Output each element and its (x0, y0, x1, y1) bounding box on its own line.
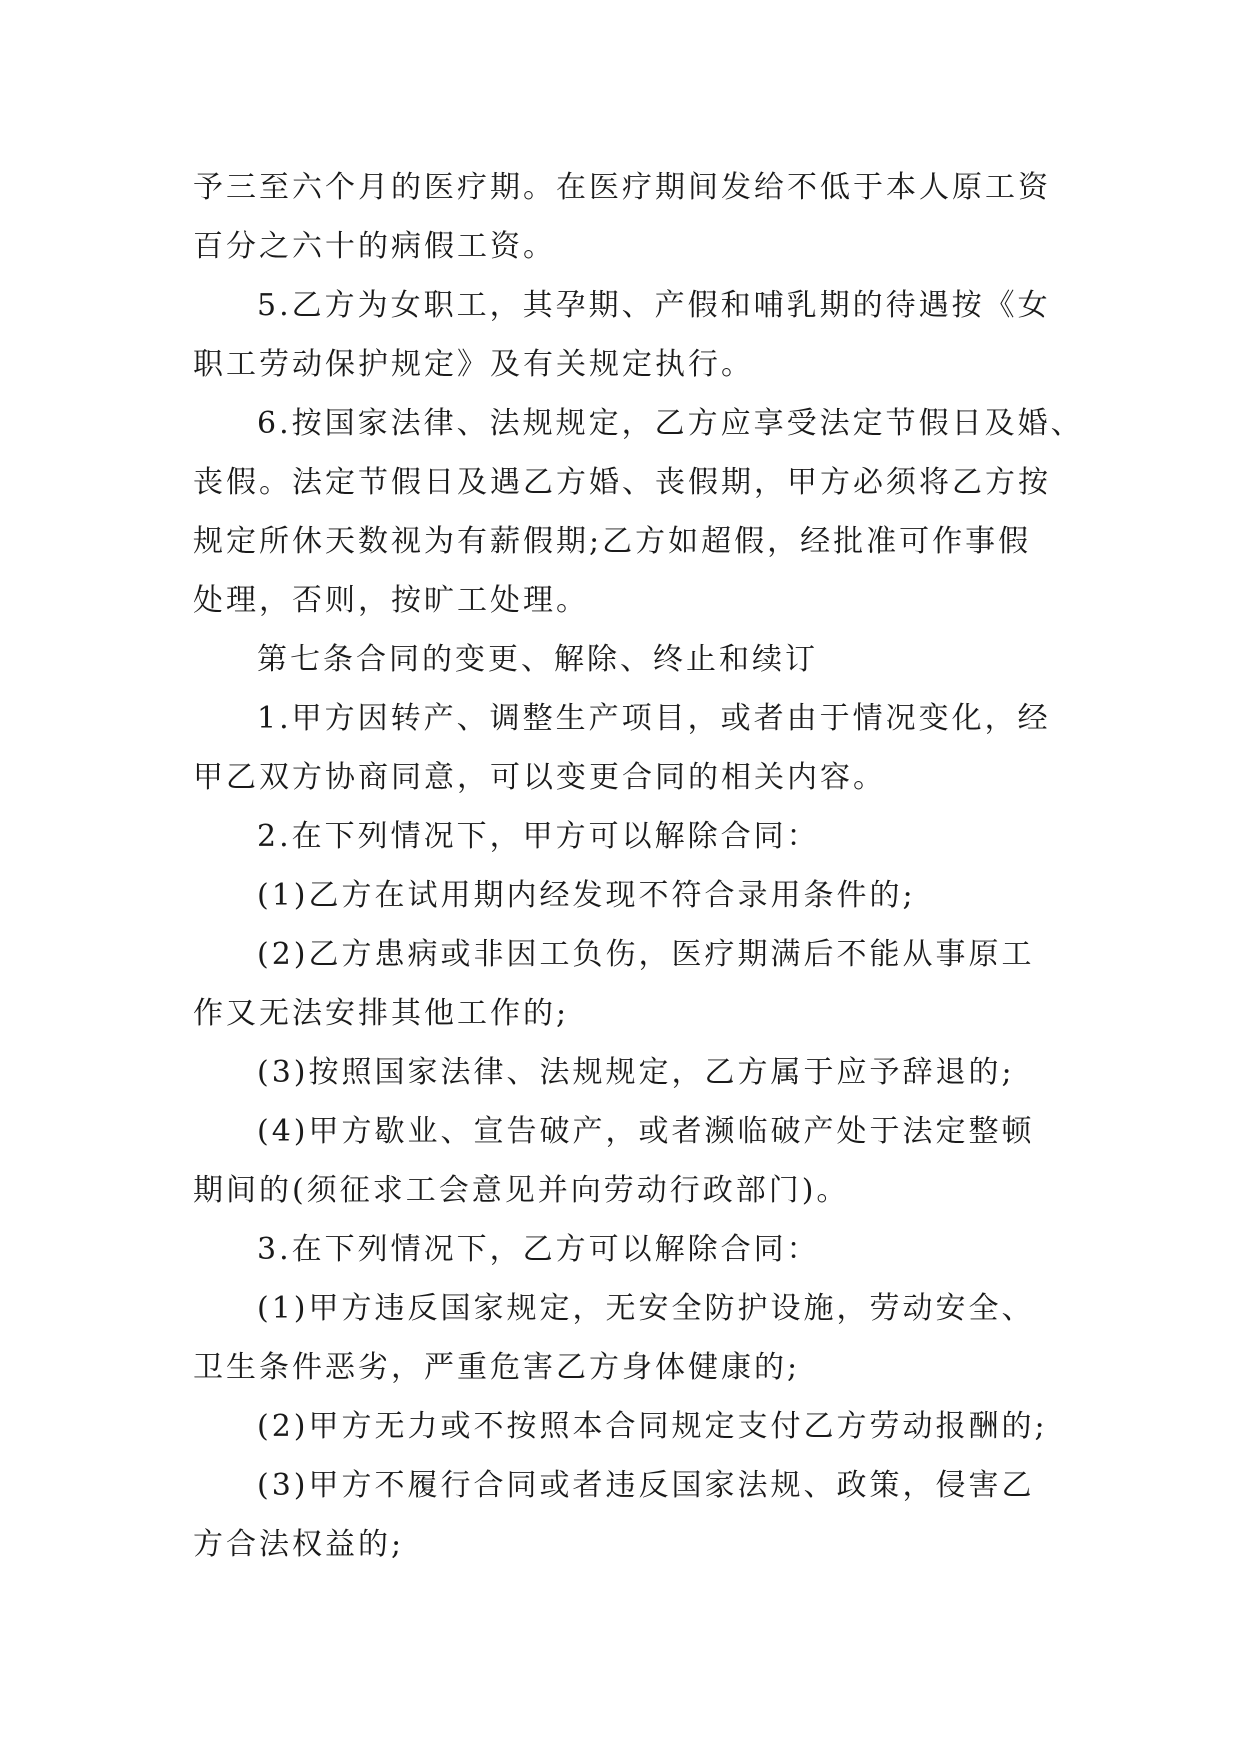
text-line: (3)甲方不履行合同或者违反国家法规、政策，侵害乙 (257, 1468, 1035, 1503)
text-line: 方合法权益的; (193, 1527, 405, 1562)
text-line: (1)乙方在试用期内经发现不符合录用条件的; (257, 878, 916, 913)
body-text (193, 158, 1084, 1574)
text-line: 处理，否则，按旷工处理。 (193, 583, 589, 618)
text-line: 6.按国家法律、法规规定，乙方应享受法定节假日及婚、 (257, 406, 1084, 441)
text-line: 予三至六个月的医疗期。在医疗期间发给不低于本人原工资 (193, 170, 1051, 205)
text-line: (1)甲方违反国家规定，无安全防护设施，劳动安全、 (257, 1291, 1035, 1326)
text-line: 百分之六十的病假工资。 (193, 229, 556, 264)
text-line: 作又无法安排其他工作的; (193, 996, 570, 1031)
text-line: 职工劳动保护规定》及有关规定执行。 (193, 347, 754, 382)
text-line: (3)按照国家法律、法规规定，乙方属于应予辞退的; (257, 1055, 1015, 1090)
section-heading: 第七条合同的变更、解除、终止和续订 (257, 642, 818, 677)
text-line: 规定所休天数视为有薪假期;乙方如超假，经批准可作事假 (193, 524, 1032, 559)
text-line: 5.乙方为女职工，其孕期、产假和哺乳期的待遇按《女 (257, 288, 1051, 323)
text-line: 1.甲方因转产、调整生产项目，或者由于情况变化，经 (257, 701, 1051, 736)
text-line: (4)甲方歇业、宣告破产，或者濒临破产处于法定整顿 (257, 1114, 1035, 1149)
text-line: (2)乙方患病或非因工负伤，医疗期满后不能从事原工 (257, 937, 1035, 972)
text-line: 甲乙双方协商同意，可以变更合同的相关内容。 (193, 760, 886, 795)
text-line: 3.在下列情况下，乙方可以解除合同： (257, 1232, 820, 1267)
text-line: 丧假。法定节假日及遇乙方婚、丧假期，甲方必须将乙方按 (193, 465, 1051, 500)
text-line: 2.在下列情况下，甲方可以解除合同： (257, 819, 820, 854)
text-line: 期间的(须征求工会意见并向劳动行政部门)。 (193, 1173, 850, 1208)
text-line: 卫生条件恶劣，严重危害乙方身体健康的; (193, 1350, 801, 1385)
text-line: (2)甲方无力或不按照本合同规定支付乙方劳动报酬的; (257, 1409, 1048, 1444)
